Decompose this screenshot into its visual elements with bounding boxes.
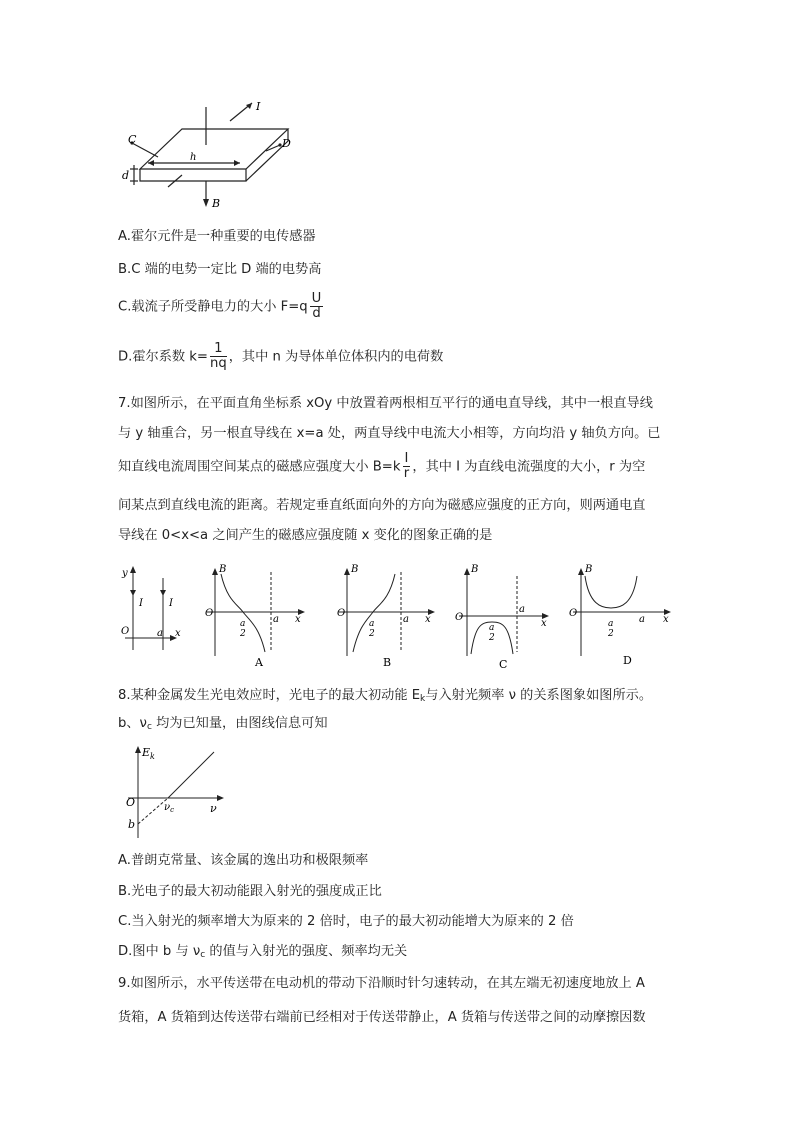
q8-option-d-sub: c xyxy=(200,950,206,960)
setup-a-label: a xyxy=(157,628,163,639)
fraction-u-over-d xyxy=(310,292,324,321)
hall-label-h: h xyxy=(190,152,197,163)
q8-option-a: A.普朗克常量、该金属的逸出功和极限频率 xyxy=(118,853,369,868)
frac-den: d xyxy=(312,306,321,321)
graph-a-half-num: a xyxy=(240,619,246,629)
q6-option-d-text: D.霍尔系数 k= xyxy=(118,349,208,365)
q8-option-c: C.当入射光的频率增大为原来的 2 倍时，电子的最大初动能增大为原来的 2 倍 xyxy=(118,914,574,929)
setup-o-label: O xyxy=(121,626,130,637)
hall-label-i: I xyxy=(256,100,261,113)
graph-b-x-label: x xyxy=(425,614,431,625)
frac-den: r xyxy=(403,466,410,481)
graph-b-half-den: 2 xyxy=(369,629,375,639)
q8-nuc-sub: c xyxy=(146,722,152,732)
hall-label-d: D xyxy=(282,137,291,150)
graph-d-option: D xyxy=(623,654,632,667)
graph-c-option: C xyxy=(499,658,508,671)
q8-o-label: O xyxy=(126,796,136,809)
q8-line-2-pre: b、ν xyxy=(118,716,147,731)
q8-ek-nu-figure xyxy=(120,742,230,842)
q8-ek-sub: k xyxy=(420,694,426,704)
graph-d-half-num: a xyxy=(608,619,614,629)
q7-line-2: 与 y 轴重合，另一根直导线在 x=a 处，两直导线中电流大小相等，方向均沿 y 轴负方向。已 xyxy=(118,426,661,441)
q6-option-d-rest: ，其中 n 为导体单位体积内的电荷数 xyxy=(228,349,444,365)
hall-label-b: B xyxy=(212,197,221,210)
graph-b-b-label: B xyxy=(351,564,359,575)
fraction-1-over-nq xyxy=(210,342,227,371)
q6-option-a: A.霍尔元件是一种重要的电传感器 xyxy=(118,229,316,244)
q8-line-2 xyxy=(118,716,328,735)
frac-num: 1 xyxy=(210,342,227,357)
graph-d-half-den: 2 xyxy=(608,629,614,639)
q6-option-b: B.C 端的电势一定比 D 端的电势高 xyxy=(118,262,322,277)
graph-c-half-num: a xyxy=(489,623,495,633)
q7-line-3-pre: 知直线电流周围空间某点的磁感应强度大小 B=k xyxy=(118,459,401,475)
setup-y-label: y xyxy=(122,568,128,579)
q6-option-d xyxy=(118,342,443,371)
q8-line-1 xyxy=(118,688,652,707)
q8-b-label: b xyxy=(128,818,136,831)
graph-b-a-label: a xyxy=(403,614,409,625)
q8-option-d xyxy=(118,944,407,963)
q8-option-d-pre: D.图中 b 与 ν xyxy=(118,944,201,959)
graph-d-b-label: B xyxy=(585,564,593,575)
graph-a-x-label: x xyxy=(295,614,301,625)
q9-line-1: 9.如图所示，水平传送带在电动机的带动下沿顺时针匀速转动，在其左端无初速度地放上 A xyxy=(118,976,645,991)
graph-d-x-label: x xyxy=(663,614,669,625)
graph-d-a-label: a xyxy=(639,614,645,625)
q8-nu-label: ν xyxy=(210,802,217,815)
frac-num: I xyxy=(404,451,409,466)
q8-option-b: B.光电子的最大初动能跟入射光的强度成正比 xyxy=(118,884,382,899)
setup-x-label: x xyxy=(175,628,181,639)
q8-ek-label: $E_k$ xyxy=(142,746,155,761)
graph-c-a-label: a xyxy=(519,604,525,615)
graph-a-a-label: a xyxy=(273,614,279,625)
frac-num: U xyxy=(311,291,322,306)
q9-line-2: 货箱，A 货箱到达传送带右端前已经相对于传送带静止，A 货箱与传送带之间的动摩擦因数 xyxy=(118,1010,646,1025)
graph-a-o-label: O xyxy=(205,608,214,619)
q7-line-4: 间某点到直线电流的距离。若规定垂直纸面向外的方向为磁感应强度的正方向，则两通电直 xyxy=(118,498,646,513)
graph-c-x-label: x xyxy=(541,618,547,629)
hall-label-d-thick: d xyxy=(122,169,130,182)
graph-a-b-label: B xyxy=(219,564,227,575)
hall-element-figure xyxy=(120,95,300,215)
graph-c-b-label: B xyxy=(471,564,479,575)
q6-option-c xyxy=(118,292,325,321)
q8-line-1-pre: 8.某种金属发生光电效应时，光电子的最大初动能 E xyxy=(118,688,421,703)
q7-graphs xyxy=(115,560,685,672)
q7-line-3-post: ，其中 I 为直线电流强度的大小，r 为空 xyxy=(412,459,646,475)
graph-c-half-den: 2 xyxy=(489,633,495,643)
fraction-i-over-r xyxy=(403,452,411,481)
graph-b-half-num: a xyxy=(369,619,375,629)
setup-i-left: I xyxy=(139,598,143,609)
q7-line-3 xyxy=(118,452,645,481)
graph-b-o-label: O xyxy=(337,608,346,619)
q8-nuc-label: $\nu_c$ xyxy=(164,802,175,814)
graph-d-o-label: O xyxy=(569,608,578,619)
hall-label-c: C xyxy=(128,133,137,146)
q7-line-5: 导线在 0<x<a 之间产生的磁感应强度随 x 变化的图象正确的是 xyxy=(118,528,493,543)
q6-option-c-text: C.载流子所受静电力的大小 F=q xyxy=(118,299,308,315)
q7-line-1: 7.如图所示，在平面直角坐标系 xOy 中放置着两根相互平行的通电直导线，其中一根直导线 xyxy=(118,396,653,411)
setup-i-right: I xyxy=(169,598,173,609)
graph-a-half-den: 2 xyxy=(240,629,246,639)
graph-c-o-label: O xyxy=(455,612,464,623)
q8-option-d-post: 的值与入射光的强度、频率均无关 xyxy=(205,944,408,959)
frac-den: nq xyxy=(209,356,227,371)
q8-line-2-post: 均为已知量，由图线信息可知 xyxy=(151,716,328,731)
q8-line-1-post: 与入射光频率 ν 的关系图象如图所示。 xyxy=(425,688,653,703)
graph-b-option: B xyxy=(383,656,392,669)
graph-a-option: A xyxy=(255,656,263,669)
